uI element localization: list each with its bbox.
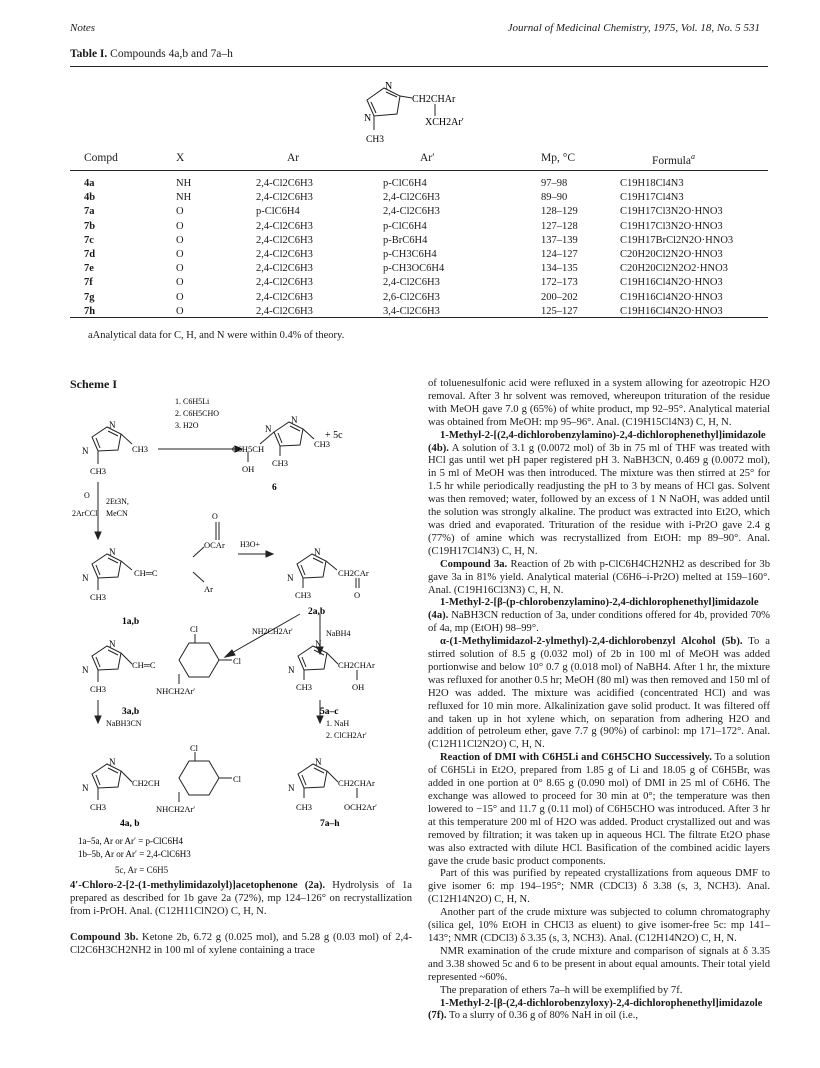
reagent-nah: 1. NaH xyxy=(326,719,350,728)
para-dmi-title: Reaction of DMI with C6H5Li and C6H5CHO Successively. xyxy=(440,752,712,764)
reagent-o: O xyxy=(84,491,90,500)
enol-n-top: N xyxy=(109,547,116,557)
reagent-step3: 3. H2O xyxy=(175,421,199,430)
ether-n-left: N xyxy=(288,783,295,793)
para-dmi-reaction xyxy=(428,752,770,868)
compound-6-label: 6 xyxy=(272,483,277,493)
para-continued: of toluenesulfonic acid were refluxed in a system allowing for azeotropic H2O removal. After 3 hr solvent was removed, whereupon trituration of the residue with MeOH gave 7.0 g (65%) of white product, mp 92–95°. Analytical material was obtained from MeOH: mp 95–96°. Anal. (C19H15Cl4N3) C, H, N. xyxy=(428,378,770,428)
table-cell-ar-prime: p-ClC6H4 xyxy=(383,220,427,232)
table-cell-ar-prime: 2,4-Cl2C6H3 xyxy=(383,192,440,204)
paragraph-2a xyxy=(70,880,412,919)
para-4a xyxy=(428,597,770,636)
enamine-n-left: N xyxy=(82,665,89,675)
paragraph-3b-title: Compound 3b. xyxy=(70,932,139,943)
amine-cl-ortho: Cl xyxy=(190,744,199,753)
six-ch3-right: CH3 xyxy=(314,439,331,449)
legend-series-b: 1b–5b, Ar or Ar′ = 2,4-ClC6H3 xyxy=(78,849,191,859)
table-cell-compd: 7f xyxy=(84,277,93,289)
alcohol-ch3: CH3 xyxy=(296,682,313,692)
para-7f xyxy=(428,998,770,1024)
table-general-structure xyxy=(350,80,510,152)
para-dmi-body: To a solution of C6H5Li in Et2O, prepared from 1.85 g of Li and 18.05 g of C6H5Br, was added in one portion at 0° 8.65 g (0.090 mol) of DMI in 25 ml of C6H6. The exchange was allowed to proceed for 30 min at 0°; the temperature was then lowered to −15° and 11.7 g (0.11 mol) of C6H5CHO was introduced. After 3 hr at this temperature 200 ml of H2O was added. Product crystallized out and was removed by filtration; it was taken up in aqueous HCl. The filtrate Et2O phase was also extracted with dilute HCl. Basification of the combined acidic layers gave the crude basic product components. xyxy=(428,752,771,867)
scheme-i-diagram xyxy=(70,392,415,757)
table-cell-compd: 7h xyxy=(84,305,96,317)
ketone-n-left: N xyxy=(287,573,294,583)
ketone-n-top: N xyxy=(314,547,321,557)
table-cell-ar: 2,4-Cl2C6H3 xyxy=(256,220,313,232)
para-4b-title: 1-Methyl-2-[(2,4-dichlorobenzylamino)-2,4-dichlorophenethyl]imidazole (4b). xyxy=(428,429,766,454)
table-cell-x: NH xyxy=(176,178,192,189)
table-cell-ar: 2,4-Cl2C6H3 xyxy=(256,249,313,260)
table-cell-formula: C19H18Cl4N3 xyxy=(620,178,684,189)
table-cell-compd: 7g xyxy=(84,291,95,303)
table-cell-ar: 2,4-Cl2C6H3 xyxy=(256,305,313,317)
table-cell-formula: C19H16Cl4N2O·HNO3 xyxy=(620,277,723,289)
col-header-ar: Ar xyxy=(287,152,300,164)
col-header-ar-prime: Ar′ xyxy=(420,152,435,164)
para-4b-body: A solution of 3.1 g (0.0072 mol) of 3b in 75 ml of THF was treated with HCl gas until wet pH paper registered pH 3. NaBH3CN, 0.469 g (0.0072 mol), in 5 ml of MeOH was then introduced. The mixture was then stirred at 25° for 1.5 hr while periodically readjusting the pH to 3 by means of HCl gas. Solvent was then removed; water, followed by an excess of 1 N NaOH, was added until the solution was strongly alkaline. The product was extracted into Et2O, which was dried and evaporated. Trituration of the residue with i-Pr2O gave 2.4 g (77%) of amine which was recrystallized from EtOH: mp 89–90°. Anal. (C19H17Cl4N3) C, H, N. xyxy=(428,442,770,557)
table-cell-compd: 7c xyxy=(84,234,94,246)
table-cell-ar-prime: p-BrC6H4 xyxy=(383,234,428,246)
enol-n-left: N xyxy=(82,573,89,583)
enamine-n-top: N xyxy=(109,639,116,649)
table-cell-mp: 127–128 xyxy=(541,220,578,232)
para-7f-body: To a slurry of 0.36 g of 80% NaH in oil (i.e., xyxy=(446,1010,639,1022)
para-ethers: The preparation of ethers 7a–h will be exemplified by 7f. xyxy=(440,984,683,996)
table-cell-formula: C20H20Cl2N2O2·HNO3 xyxy=(620,263,728,275)
table-cell-mp: 200–202 xyxy=(541,291,578,303)
table-cell-x: O xyxy=(176,220,184,232)
para-isomer-5c: Another part of the crude mixture was subjected to column chromatography (silica gel, 10% EtOH in CHCl3 as eluent) to give isomer-free 5c: mp 141–143°; NMR (CDCl3) δ 3.35 (s, 3, NCH3). Anal. (C12H14N2O) C, H, N. xyxy=(428,907,770,944)
reagent-benzyl-chloride: 2. ClCH2Ar′ xyxy=(326,731,367,740)
para-5b-title: α-(1-Methylimidazol-2-ylmethyl)-2,4-dichlorobenzyl Alcohol (5b). xyxy=(440,636,743,648)
alcohol-side-chain: CH2CHAr xyxy=(338,660,375,670)
table-cell-ar-prime: p-CH3C6H4 xyxy=(383,249,437,260)
six-ch3-bottom: CH3 xyxy=(272,458,289,468)
table-cell-formula: C19H17Cl3N2O·HNO3 xyxy=(620,220,723,232)
legend-series-a: 1a–5a, Ar or Ar′ = p-ClC6H4 xyxy=(78,836,184,846)
enamine-cl-ortho: Cl xyxy=(190,624,199,634)
table-bottom-rule xyxy=(70,317,768,318)
table-cell-mp: 137–139 xyxy=(541,234,578,246)
para-isomer-6: Part of this was purified by repeated crystallizations from aqueous DMF to give isomer 6: mp 194–195°; NMR (CDCl3) δ 3.38 (s, 3, NCH3). Anal. (C12H14N2O) C, H, N. xyxy=(428,868,770,906)
compound-7ah-label: 7a–h xyxy=(320,819,340,829)
table-cell-mp: 125–127 xyxy=(541,305,578,317)
table-footnote: aAnalytical data for C, H, and N were within 0.4% of theory. xyxy=(88,330,345,341)
struct-n-top: N xyxy=(385,81,393,92)
compound-3ab-label: 3a,b xyxy=(122,707,140,717)
reagent-h3o: H3O+ xyxy=(240,540,261,549)
legend-series-c: 5c, Ar = C6H5 xyxy=(115,865,169,875)
table-cell-ar: 2,4-Cl2C6H3 xyxy=(256,291,313,303)
table-cell-formula: C19H16Cl4N2O·HNO3 xyxy=(620,291,723,303)
paragraph-3b xyxy=(70,932,412,958)
scheme-i-final-products xyxy=(70,744,415,864)
table-cell-mp: 128–129 xyxy=(541,206,578,218)
running-head-section: Notes xyxy=(70,22,96,34)
table-cell-ar: 2,4-Cl2C6H3 xyxy=(256,192,313,204)
ketone-o: O xyxy=(354,590,361,600)
table-cell-compd: 7a xyxy=(84,206,95,218)
table-cell-ar-prime: 2,4-Cl2C6H3 xyxy=(383,206,440,218)
scheme-title: Scheme I xyxy=(70,377,117,391)
amine-n-left: N xyxy=(82,783,89,793)
amine-ch3: CH3 xyxy=(90,802,107,812)
col-header-mp: Mp, °C xyxy=(541,152,575,164)
para-3a-title: Compound 3a. xyxy=(440,558,508,570)
reagent-nabh4: NaBH4 xyxy=(326,629,351,638)
table-cell-formula: C19H17Cl4N3 xyxy=(620,192,684,204)
table-top-rule xyxy=(70,66,768,67)
para-4a-title: 1-Methyl-2-[β-(p-chlorobenzylamino)-2,4-dichlorophenethyl]imidazole (4a). xyxy=(428,597,759,622)
col-header-x: X xyxy=(176,152,185,164)
para-4b xyxy=(428,430,770,559)
table-cell-x: O xyxy=(176,234,184,246)
table-cell-x: O xyxy=(176,263,184,275)
table-title-text: Compounds 4a,b and 7a–h xyxy=(107,48,233,60)
alcohol-oh: OH xyxy=(352,682,365,692)
ether-benzyloxy: OCH2Ar′ xyxy=(344,802,378,812)
dmi-n-top: N xyxy=(109,420,116,430)
dmi-n-left: N xyxy=(82,446,89,456)
reagent-benzylamine: NH2CH2Ar′ xyxy=(252,627,293,636)
table-cell-mp: 124–127 xyxy=(541,249,578,260)
table-title-label: Table I. xyxy=(70,48,108,60)
amine-ch2ch: CH2CH xyxy=(132,778,160,788)
compound-1ab-label: 1a,b xyxy=(122,617,140,627)
enol-ch-eq-c: CH═C xyxy=(134,568,158,578)
para-nmr: NMR examination of the crude mixture and comparison of signals at δ 3.35 and 3.38 showed 5c and 6 to be present in about equal amounts. Their total yield represented ~60%. xyxy=(428,945,770,983)
table-cell-x: O xyxy=(176,206,184,218)
six-n-top: N xyxy=(291,415,298,425)
table-cell-mp: 172–173 xyxy=(541,277,578,289)
table-header-rule xyxy=(70,170,768,171)
struct-x-group: XCH2Ar′ xyxy=(425,117,464,128)
col-header-formula-text: Formula xyxy=(652,154,691,167)
ketone-side-chain: CH2CAr xyxy=(338,568,369,578)
table-cell-ar: p-ClC6H4 xyxy=(256,206,300,218)
reagent-mecn: MeCN xyxy=(106,509,128,518)
table-cell-ar-prime: p-CH3OC6H4 xyxy=(383,263,445,275)
dmi-ch3-right: CH3 xyxy=(132,444,149,454)
table-cell-ar-prime: 2,4-Cl2C6H3 xyxy=(383,277,440,289)
table-cell-compd: 7b xyxy=(84,220,96,232)
six-n-left: N xyxy=(265,424,272,434)
enamine-cl-para: Cl xyxy=(233,656,242,666)
paragraph-2a-body: Hydrolysis of 1a prepared as described for 1b gave 2a (72%), mp 124–126° on recrystallization from i-PrOH. Anal. (C12H11ClN2O) C, H, N. xyxy=(70,880,412,917)
running-head-journal: Journal of Medicinal Chemistry, 1975, Vol. 18, No. 5 531 xyxy=(507,22,760,34)
para-5b-body: To a stirred solution of 8.5 g (0.032 mol) of 2b in 100 ml of MeOH was added portionwise and below 10° 0.7 g (0.018 mol) of NaBH4. After 1 hr, the mixture was refluxed for another 0.5 hr; MeOH (80 ml) was then removed and 150 ml of H2O was added. The mixture was acidified (concentrated HCl) and was refluxed for 10 min more. Alkalinization gave solid product. It was filtered off and taken up in hot xylene which, on separation from adhering H2O and addition of petroleum ether, gave 7.7 g (90%) of carbinol: mp 171–172°. Anal. (C12H11Cl2N2O) C, H, N. xyxy=(428,636,770,751)
table-cell-formula: C19H16Cl4N2O·HNO3 xyxy=(620,305,723,317)
table-title xyxy=(70,48,233,60)
table-cell-ar: 2,4-Cl2C6H3 xyxy=(256,263,313,275)
table-cell-x: NH xyxy=(176,192,192,204)
right-text-column xyxy=(428,378,770,1023)
table-cell-mp: 89–90 xyxy=(541,192,568,204)
alcohol-n-top: N xyxy=(315,639,322,649)
ether-side-chain: CH2CHAr xyxy=(338,778,375,788)
table-cell-x: O xyxy=(176,291,184,303)
ether-ch3: CH3 xyxy=(296,802,313,812)
table-cell-x: O xyxy=(176,277,184,289)
struct-side-chain: CH2CHAr xyxy=(412,94,456,105)
product-plus-5c: + 5c xyxy=(325,430,343,441)
formula-footnote-mark: a xyxy=(690,152,695,161)
enamine-nh-benzyl: NHCH2Ar′ xyxy=(156,686,196,696)
table-cell-compd: 4b xyxy=(84,192,96,204)
table-cell-mp: 97–98 xyxy=(541,178,568,189)
enamine-ch3: CH3 xyxy=(90,684,107,694)
table-cell-ar-prime: p-ClC6H4 xyxy=(383,178,427,189)
compound-4ab-label: 4a, b xyxy=(120,819,140,829)
enol-aryl: Ar xyxy=(204,584,213,594)
table-cell-mp: 134–135 xyxy=(541,263,578,275)
enol-ch3: CH3 xyxy=(90,592,107,602)
compound-2ab-label: 2a,b xyxy=(308,607,326,617)
enol-carbonyl-o: O xyxy=(212,512,218,521)
reagent-aroyl-chloride: 2ArCCl xyxy=(72,509,98,518)
table-cell-ar-prime: 3,4-Cl2C6H3 xyxy=(383,305,440,317)
alcohol-n-left: N xyxy=(288,665,295,675)
struct-n-left: N xyxy=(364,113,372,124)
dmi-ch3-bottom: CH3 xyxy=(90,466,107,476)
amine-nh-benzyl: NHCH2Ar′ xyxy=(156,804,196,814)
col-header-formula xyxy=(652,152,695,167)
ether-n-top: N xyxy=(315,757,322,767)
paragraph-2a-title: 4′-Chloro-2-[2-(1-methylimidazolyl)]acetophenone (2a). xyxy=(70,880,326,891)
amine-n-top: N xyxy=(109,757,116,767)
table-cell-compd: 7d xyxy=(84,249,96,260)
table-cell-x: O xyxy=(176,249,184,260)
reagent-step2: 2. C6H5CHO xyxy=(175,409,220,418)
table-cell-ar: 2,4-Cl2C6H3 xyxy=(256,178,313,189)
table-cell-x: O xyxy=(176,305,184,317)
reagent-nabh3cn: NaBH3CN xyxy=(106,719,142,728)
table-cell-compd: 7e xyxy=(84,263,94,275)
table-cell-ar-prime: 2,6-Cl2C6H3 xyxy=(383,291,440,303)
ketone-ch3: CH3 xyxy=(295,590,312,600)
para-3a xyxy=(428,559,770,598)
table-cell-ar: 2,4-Cl2C6H3 xyxy=(256,234,313,246)
col-header-compd: Compd xyxy=(84,152,118,164)
compound-5ac-label: 5a–c xyxy=(320,707,339,717)
paragraph-3b-body: Ketone 2b, 6.72 g (0.025 mol), and 5.28 g (0.03 mol) of 2,4-Cl2C6H3CH2NH2 in 100 ml of xylene containing a trace xyxy=(70,932,413,956)
reagent-step1: 1. C6H5Li xyxy=(175,397,210,406)
para-7f-title: 1-Methyl-2-[β-(2,4-dichlorobenzyloxy)-2,4-dichlorophenethyl]imidazole (7f). xyxy=(428,997,763,1022)
para-3a-body: Reaction of 2b with p-ClC6H4CH2NH2 as described for 3b gave 3a in 81% yield. Analytical material (C6H6–i-Pr2O) melted at 159–160°. Anal. (C19H16Cl3N3) C, H, N. xyxy=(428,558,770,596)
struct-methyl: CH3 xyxy=(366,135,384,145)
table-cell-formula: C20H20Cl2N2O·HNO3 xyxy=(620,249,723,260)
para-5b xyxy=(428,636,770,752)
table-cell-ar: 2,4-Cl2C6H3 xyxy=(256,277,313,289)
enol-ester: OCAr xyxy=(204,540,225,550)
para-4a-body: NaBH3CN reduction of 3a, under conditions offered for 4b, provided 70% of 4a, mp (EtOH) 98–99°. xyxy=(428,610,770,635)
table-cell-formula: C19H17Cl3N2O·HNO3 xyxy=(620,206,723,218)
table-cell-formula: C19H17BrCl2N2O·HNO3 xyxy=(620,234,734,246)
amine-cl-para: Cl xyxy=(233,774,242,784)
six-oh: OH xyxy=(242,464,255,474)
reagent-et3n: 2Et3N, xyxy=(106,497,129,506)
enamine-ch-eq-c: CH═C xyxy=(132,660,156,670)
six-benzyl: C6H5CH xyxy=(232,444,265,454)
table-cell-compd: 4a xyxy=(84,178,95,189)
